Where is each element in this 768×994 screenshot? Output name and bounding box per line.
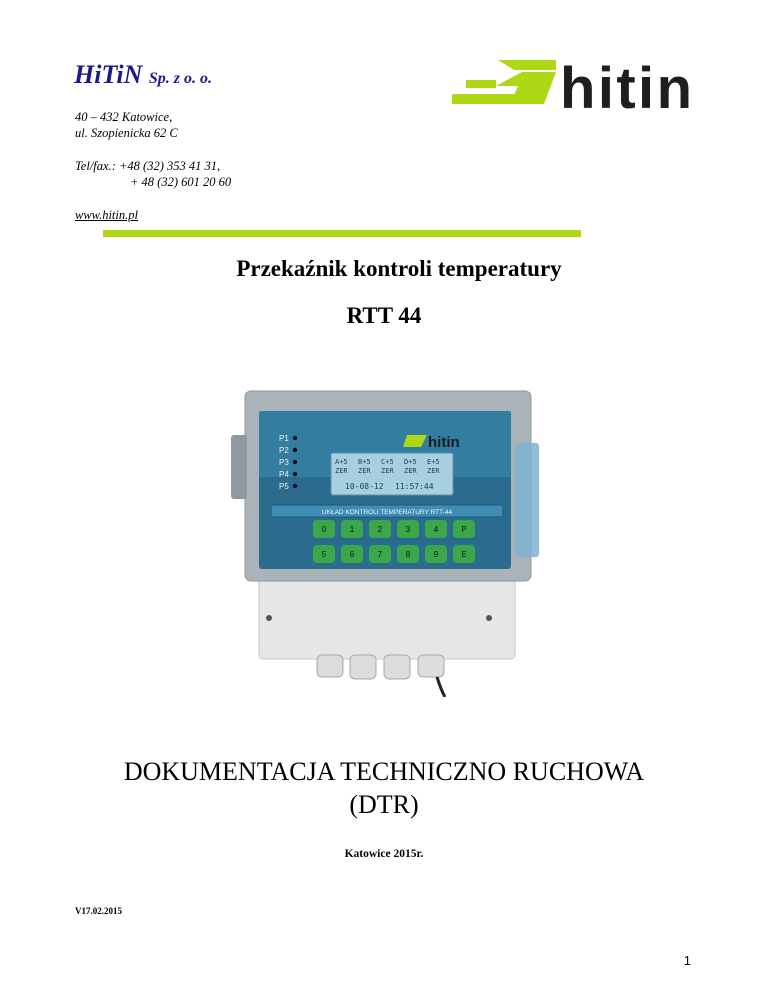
svg-text:D+5: D+5 — [404, 458, 417, 466]
svg-text:ZER: ZER — [335, 467, 348, 475]
key-label: 0 — [321, 525, 327, 534]
header-divider — [103, 230, 581, 237]
led-label: P3 — [279, 458, 289, 467]
key-label: 2 — [377, 525, 383, 534]
product-title: Przekaźnik kontroli temperatury — [236, 256, 562, 281]
key-label: 7 — [377, 550, 383, 559]
company-name — [74, 60, 212, 90]
key-label: 9 — [433, 550, 439, 559]
svg-text:B+5: B+5 — [358, 458, 371, 466]
product-model: RTT 44 — [346, 303, 422, 328]
svg-text:C+5: C+5 — [381, 458, 394, 466]
led-label: P4 — [279, 470, 289, 479]
tel-line-1: Tel/fax.: +48 (32) 353 41 31, — [75, 159, 221, 173]
hinge-left — [231, 435, 247, 499]
svg-text:10-08-12: 10-08-12 — [345, 482, 384, 491]
svg-text:11:57:44: 11:57:44 — [395, 482, 434, 491]
company-name-suffix: Sp. z o. o. — [148, 70, 212, 87]
mounting-screw-left — [266, 615, 272, 621]
key-label: 3 — [405, 525, 411, 534]
svg-text:A+5: A+5 — [335, 458, 348, 466]
svg-text:ZER: ZER — [381, 467, 394, 475]
mounting-screw-right — [486, 615, 492, 621]
device-lower-enclosure — [259, 577, 515, 659]
key-label: 5 — [321, 550, 327, 559]
key-label: 8 — [405, 550, 411, 559]
panel-label: UKŁAD KONTROLI TEMPERATURY RTT-44 — [321, 509, 453, 516]
svg-text:E+5: E+5 — [427, 458, 440, 466]
key-label: 1 — [349, 525, 355, 534]
svg-text:ZER: ZER — [404, 467, 417, 475]
key-label: 6 — [349, 550, 355, 559]
address-line-2: ul. Szopienicka 62 C — [75, 126, 178, 140]
tel-line-2: + 48 (32) 601 20 60 — [130, 175, 232, 189]
document-heading-abbrev: (DTR) — [349, 790, 419, 819]
logo-wordmark: hitin — [560, 56, 692, 112]
company-name-main: HiTiN — [74, 60, 143, 89]
address-line-1: 40 – 432 Katowice, — [75, 110, 173, 124]
svg-text:ZER: ZER — [427, 467, 440, 475]
led-label: P1 — [279, 434, 289, 443]
hitin-logo-mark — [452, 60, 556, 104]
key-label: E — [461, 550, 467, 559]
led-label: P2 — [279, 446, 289, 455]
place-year: Katowice 2015r. — [344, 848, 424, 860]
svg-text:hitin: hitin — [428, 434, 460, 451]
document-heading: DOKUMENTACJA TECHNICZNO RUCHOWA — [123, 757, 645, 786]
device-photo — [231, 385, 545, 697]
page-number: 1 — [683, 953, 691, 968]
lid-latch-right — [515, 443, 539, 557]
led-label: P5 — [279, 482, 289, 491]
key-label: P — [461, 525, 467, 534]
hitin-logo — [452, 56, 696, 112]
key-label: 4 — [433, 525, 439, 534]
version-label: V17.02.2015 — [75, 906, 122, 916]
cable-glands — [317, 655, 445, 697]
svg-text:ZER: ZER — [358, 467, 371, 475]
website-link[interactable]: www.hitin.pl — [75, 208, 138, 222]
